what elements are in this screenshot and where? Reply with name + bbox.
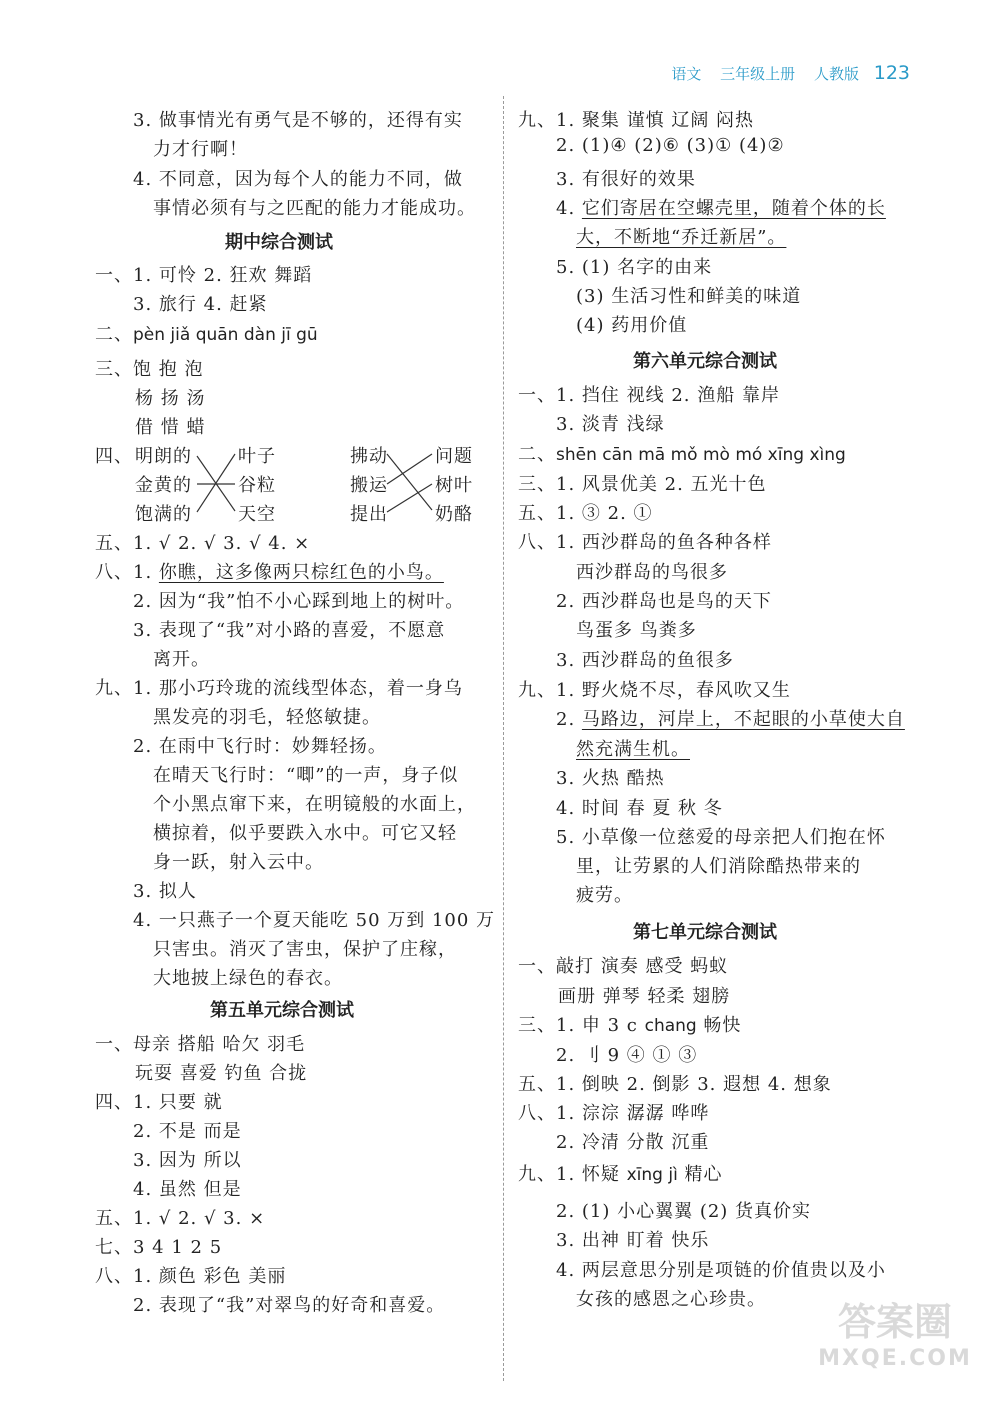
answer-line bbox=[518, 1011, 741, 1037]
section-title: 第七单元综合测试 bbox=[633, 922, 777, 943]
pinyin-answers: shēn cān mā mǒ mò mó xīng xìng bbox=[556, 445, 846, 465]
item-prefix: 八、1. bbox=[95, 562, 159, 583]
answer-line: 4. 时间 春 夏 秋 冬 bbox=[556, 798, 723, 819]
answer-line bbox=[95, 558, 444, 584]
answer-line bbox=[556, 194, 886, 220]
pinyin-answers: pèn jiǎ quān dàn jī gū bbox=[133, 325, 318, 345]
item-prefix: 九、1. 怀疑 bbox=[518, 1164, 627, 1185]
match-word: 拂动 bbox=[350, 446, 388, 467]
watermark-logo bbox=[810, 1291, 980, 1381]
item-prefix: 二、 bbox=[518, 444, 556, 465]
answer-line: 2. 西沙群岛也是鸟的天下 bbox=[556, 591, 772, 612]
answer-line: 八、1. 淙淙 潺潺 哗哗 bbox=[518, 1103, 710, 1124]
section-title: 第五单元综合测试 bbox=[210, 1000, 354, 1021]
answer-line: 个小黑点窜下来，在明镜般的水面上， bbox=[153, 794, 476, 815]
match-word: 天空 bbox=[238, 504, 276, 525]
answer-line: 七、3 4 1 2 5 bbox=[95, 1237, 223, 1258]
answer-line: 5. 小草像一位慈爱的母亲把人们抱在怀 bbox=[556, 827, 886, 848]
underlined-answer: 它们寄居在空螺壳里，随着个体的长 bbox=[581, 198, 886, 219]
answer-line: 3. 西沙群岛的鱼很多 bbox=[556, 650, 734, 671]
answer-line: 3. 火热 酷热 bbox=[556, 768, 665, 789]
match-word: 谷粒 bbox=[238, 475, 276, 496]
answer-line: (3) 生活习性和鲜美的味道 bbox=[576, 286, 802, 307]
item-prefix: 二、 bbox=[95, 324, 133, 345]
answer-line: 3. 表现了“我”对小路的喜爱，不愿意 bbox=[133, 620, 446, 641]
answer-line: 杨 扬 汤 bbox=[135, 388, 206, 409]
answer-line: 5. (1) 名字的由来 bbox=[556, 257, 713, 278]
answer-line: 黑发亮的羽毛，轻悠敏捷。 bbox=[153, 707, 381, 728]
answer-line: 2. 因为“我”怕不小心踩到地上的树叶。 bbox=[133, 591, 465, 612]
answer-text: 畅快 bbox=[696, 1015, 742, 1036]
underlined-answer: 大，不断地“乔迁新居”。 bbox=[576, 227, 787, 248]
underlined-answer: 马路边，河岸上，不起眼的小草使大自 bbox=[581, 709, 905, 730]
answer-line: 4. 两层意思分别是项链的价值贵以及小 bbox=[556, 1260, 886, 1281]
pinyin-answer: chang bbox=[644, 1016, 697, 1036]
answer-line: 3. 淡青 浅绿 bbox=[556, 414, 665, 435]
answer-line: 3. 因为 所以 bbox=[133, 1150, 242, 1171]
match-word: 奶酪 bbox=[435, 504, 473, 525]
answer-line: 2. 冷清 分散 沉重 bbox=[556, 1132, 710, 1153]
section-title: 第六单元综合测试 bbox=[633, 351, 777, 372]
match-line bbox=[387, 454, 432, 510]
answer-line: 五、1. √ 2. √ 3. × bbox=[95, 1208, 266, 1229]
answer-line bbox=[518, 440, 846, 466]
answer-line: 2. (1)④ (2)⑥ (3)① (4)② bbox=[556, 135, 785, 156]
answer-line: 3. 拟人 bbox=[133, 881, 197, 902]
answer-line: 西沙群岛的鸟很多 bbox=[576, 562, 728, 583]
answer-line: 五、1. ③ 2. ① bbox=[518, 503, 653, 524]
answer-line bbox=[518, 1160, 723, 1186]
answer-line bbox=[556, 705, 905, 731]
answer-line: 九、1. 野火烧不尽，春风吹又生 bbox=[518, 680, 791, 701]
answer-line: (4) 药用价值 bbox=[576, 315, 688, 336]
answer-line: 2. 不是 而是 bbox=[133, 1121, 242, 1142]
answer-line: 横掠着，似乎要跌入水中。可它又轻 bbox=[153, 823, 457, 844]
watermark-url: MXQE.COM bbox=[818, 1346, 972, 1371]
answer-line: 三、1. 风景优美 2. 五光十色 bbox=[518, 474, 767, 495]
match-word: 叶子 bbox=[238, 446, 276, 467]
answer-line: 玩耍 喜爱 钓鱼 合拢 bbox=[135, 1063, 308, 1084]
answer-line: 五、1. 倒映 2. 倒影 3. 遐想 4. 想象 bbox=[518, 1074, 832, 1095]
answer-line: 九、1. 那小巧玲珑的流线型体态，着一身乌 bbox=[95, 678, 463, 699]
underlined-answer: 你瞧，这多像两只棕红色的小鸟。 bbox=[158, 562, 444, 583]
answer-line: 里，让劳累的人们消除酷热带来的 bbox=[576, 856, 861, 877]
match-word: 搬运 bbox=[350, 475, 388, 496]
edition: 人教版 bbox=[813, 65, 859, 83]
answer-line: 疲劳。 bbox=[576, 885, 633, 906]
answer-line: 一、1. 可怜 2. 狂欢 舞蹈 bbox=[95, 265, 313, 286]
answer-line: 3. 有很好的效果 bbox=[556, 169, 696, 190]
answer-line: 3. 出神 盯着 快乐 bbox=[556, 1230, 710, 1251]
answer-line: 八、1. 颜色 彩色 美丽 bbox=[95, 1266, 287, 1287]
item-prefix: 三、1. 申 3 c bbox=[518, 1015, 645, 1036]
answer-line: 五、1. √ 2. √ 3. √ 4. × bbox=[95, 533, 311, 554]
item-prefix: 2. bbox=[556, 709, 582, 730]
answer-line: 一、敲打 演奏 感受 蚂蚁 bbox=[518, 956, 729, 977]
match-word: 提出 bbox=[350, 504, 388, 525]
page-number: 123 bbox=[873, 62, 910, 84]
answer-line: 四、1. 只要 就 bbox=[95, 1092, 223, 1113]
item-prefix: 四、 bbox=[95, 446, 133, 467]
answer-line: 身一跃，射入云中。 bbox=[153, 852, 324, 873]
answer-line: 离开。 bbox=[153, 649, 210, 670]
answer-line: 只害虫。消灭了害虫，保护了庄稼， bbox=[153, 939, 457, 960]
answer-line: 八、1. 西沙群岛的鱼各种各样 bbox=[518, 532, 772, 553]
answer-line: 在晴天飞行时：“唧”的一声，身子似 bbox=[153, 765, 459, 786]
item-prefix: 4. bbox=[556, 198, 582, 219]
answer-line: 一、1. 挡住 视线 2. 渔船 靠岸 bbox=[518, 385, 780, 406]
match-word: 树叶 bbox=[435, 475, 473, 496]
answer-line: 2. 在雨中飞行时：妙舞轻扬。 bbox=[133, 736, 387, 757]
match-line bbox=[387, 454, 432, 484]
answer-line: 4. 不同意，因为每个人的能力不同，做 bbox=[133, 169, 463, 190]
answer-line: 2. 刂 9 ④ ① ③ bbox=[556, 1045, 698, 1066]
match-word: 问题 bbox=[435, 446, 473, 467]
answer-line: 九、1. 聚集 谨慎 辽阔 闷热 bbox=[518, 110, 755, 131]
answer-line: 4. 虽然 但是 bbox=[133, 1179, 242, 1200]
grade: 三年级上册 bbox=[720, 65, 796, 83]
answer-text: 精心 bbox=[677, 1164, 723, 1185]
answer-line: 4. 一只燕子一个夏天能吃 50 万到 100 万 bbox=[133, 910, 496, 931]
matching-lines bbox=[95, 440, 490, 530]
answer-line: 一、母亲 搭船 哈欠 羽毛 bbox=[95, 1034, 306, 1055]
page-header bbox=[657, 62, 910, 84]
answer-line bbox=[95, 320, 318, 346]
answer-line: 画册 弹琴 轻柔 翅膀 bbox=[558, 986, 731, 1007]
match-line bbox=[387, 484, 432, 512]
answer-line: 3. 旅行 4. 赶紧 bbox=[133, 294, 268, 315]
answer-line: 三、饱 抱 泡 bbox=[95, 359, 204, 380]
underlined-answer: 然充满生机。 bbox=[576, 739, 690, 760]
answer-line: 3. 做事情光有勇气是不够的，还得有实 bbox=[133, 110, 463, 131]
watermark-text: 答案圈 bbox=[837, 1300, 952, 1344]
match-word: 金黄的 bbox=[135, 475, 192, 496]
subject: 语文 bbox=[671, 65, 702, 83]
section-title: 期中综合测试 bbox=[225, 232, 333, 253]
answer-line: 借 惜 蜡 bbox=[135, 417, 206, 438]
answer-line: 2. (1) 小心翼翼 (2) 货真价实 bbox=[556, 1201, 812, 1222]
answer-line: 2. 表现了“我”对翠鸟的好奇和喜爱。 bbox=[133, 1295, 446, 1316]
column-divider bbox=[503, 96, 504, 1381]
answer-line: 力才行啊！ bbox=[153, 139, 248, 160]
answer-line: 女孩的感恩之心珍贵。 bbox=[576, 1289, 766, 1310]
answer-line: 大地披上绿色的春衣。 bbox=[153, 968, 343, 989]
answer-line: 鸟蛋多 鸟粪多 bbox=[576, 620, 697, 641]
answer-line: 事情必须有与之匹配的能力才能成功。 bbox=[153, 198, 476, 219]
match-word: 饱满的 bbox=[135, 504, 192, 525]
match-word: 明朗的 bbox=[135, 446, 192, 467]
pinyin-answer: xīng jì bbox=[626, 1165, 678, 1185]
